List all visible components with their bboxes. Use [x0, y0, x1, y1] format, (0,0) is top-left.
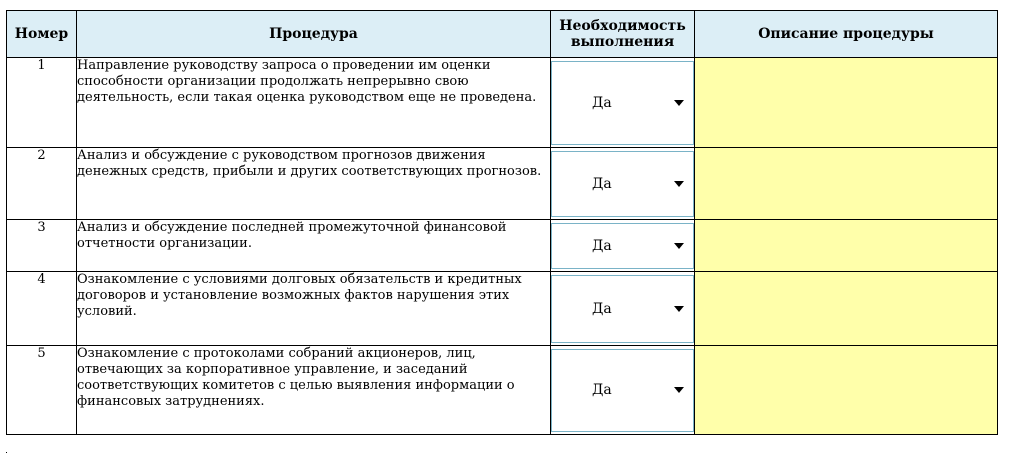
necessity-select[interactable] — [551, 151, 694, 217]
necessity-select-value: Да — [592, 382, 612, 398]
header-row — [7, 11, 998, 58]
procedure-text: Ознакомление с условиями долговых обязательств и кредитных договоров и установление возможных фактов нарушения этих условий. — [77, 272, 551, 346]
necessity-cell — [551, 346, 695, 435]
description-input[interactable] — [695, 346, 998, 435]
table-row — [7, 220, 998, 272]
header-procedure: Процедура — [77, 11, 551, 58]
header-number: Номер — [7, 11, 77, 58]
necessity-cell — [551, 58, 695, 148]
dropdown-arrow-icon — [674, 100, 684, 106]
necessity-cell — [551, 220, 695, 272]
row-number: 3 — [7, 220, 77, 272]
dropdown-arrow-icon — [674, 243, 684, 249]
row-number: 4 — [7, 272, 77, 346]
necessity-select-value: Да — [592, 94, 612, 111]
description-input[interactable] — [695, 272, 998, 346]
necessity-select[interactable] — [551, 223, 694, 269]
procedure-text: Ознакомление с протоколами собраний акционеров, лиц, отвечающих за корпоративное управление, и заседаний соответствующих комитетов с целью выявления информации о финансовых затруднениях. — [77, 346, 551, 435]
procedures-table — [6, 10, 998, 435]
dropdown-arrow-icon — [674, 181, 684, 187]
description-input[interactable] — [695, 58, 998, 148]
table-row — [7, 346, 998, 435]
procedure-text: Анализ и обсуждение с руководством прогнозов движения денежных средств, прибыли и других соответствующих прогнозов. — [77, 148, 551, 220]
necessity-select[interactable] — [551, 275, 694, 343]
procedure-text: Направление руководству запроса о проведении им оценки способности организации продолжать непрерывно свою деятельность, если такая оценка руководством еще не проведена. — [77, 58, 551, 148]
necessity-select-value: Да — [592, 237, 612, 254]
row-number: 2 — [7, 148, 77, 220]
table-row — [7, 148, 998, 220]
dropdown-arrow-icon — [674, 306, 684, 312]
description-input[interactable] — [695, 148, 998, 220]
necessity-select[interactable] — [551, 349, 694, 432]
header-description: Описание процедуры — [695, 11, 998, 58]
table-row — [7, 272, 998, 346]
dropdown-arrow-icon — [674, 387, 684, 393]
procedure-text: Анализ и обсуждение последней промежуточной финансовой отчетности организации. — [77, 220, 551, 272]
necessity-select-value: Да — [592, 300, 612, 317]
header-necessity — [551, 11, 695, 58]
necessity-select-value: Да — [592, 175, 612, 192]
necessity-cell — [551, 272, 695, 346]
row-number: 5 — [7, 346, 77, 435]
necessity-select[interactable] — [551, 61, 694, 145]
header-necessity-line2: выполнения — [570, 34, 675, 50]
necessity-cell — [551, 148, 695, 220]
description-input[interactable] — [695, 220, 998, 272]
header-necessity-line1: Необходимость — [559, 18, 686, 34]
table-row — [7, 58, 998, 148]
row-number: 1 — [7, 58, 77, 148]
